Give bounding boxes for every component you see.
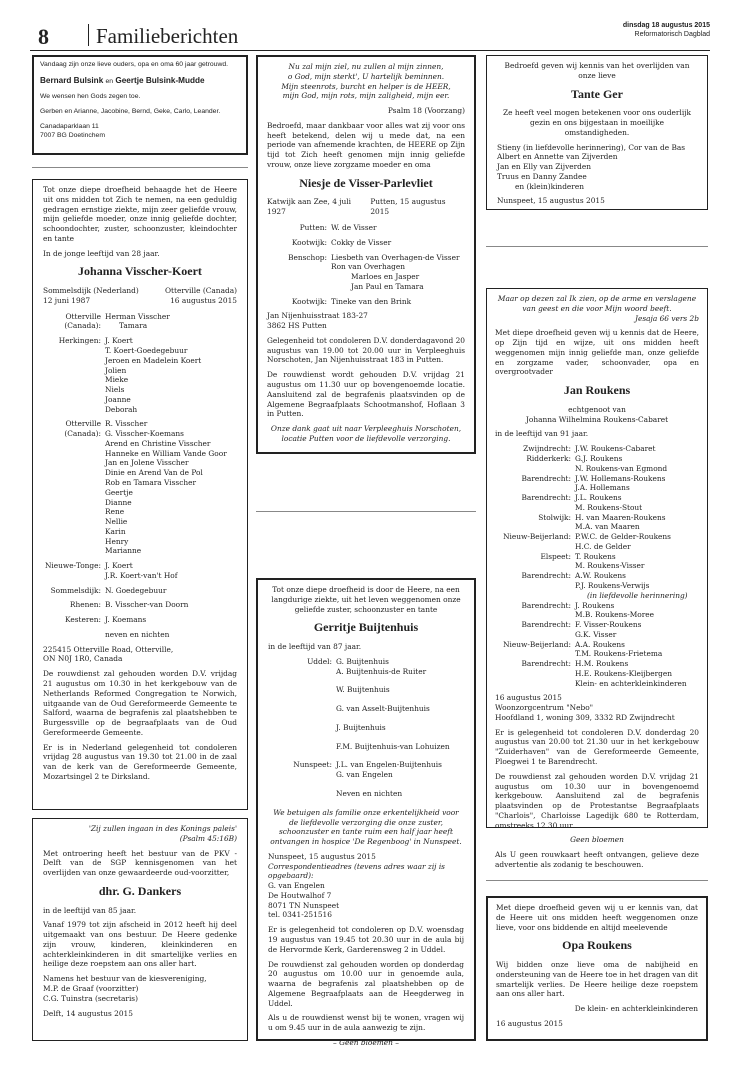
dankers-place-date: Delft, 14 augustus 2015 (43, 1008, 133, 1018)
family-name: B. Visscher-van Doorn (105, 600, 189, 610)
parlevliet-group (267, 253, 465, 292)
parlevliet-f4-label: Kootwijk: (291, 296, 327, 306)
bulsink-address1: Canadaparklaan 11 (40, 122, 99, 130)
roukens-address: Woonzorgcentrum "Nebo" (495, 703, 594, 713)
visscher-age: In de jonge leeftijd van 28 jaar. (43, 248, 160, 258)
roukens-thanks: Als U geen rouwkaart heeft ontvangen, gelieve deze advertentie als zodanig te beschouwen. (495, 850, 699, 869)
bulsink-en: en (105, 77, 114, 85)
opa-intro: Met diepe droefheid geven wij u er kennis van, dat de Heere uit ons midden heeft weggenomen onze lieve, voor ons biddende en altijd meelevende (496, 903, 698, 932)
visscher-extra: neven en nichten (105, 629, 170, 639)
bulsink-children: Gerben en Arianne, Jacobine, Bernd, Geke, Carlo, Leander. (40, 107, 221, 115)
family-name: Jolien (105, 365, 127, 375)
visscher-group (43, 561, 237, 581)
opa-family: De klein- en achterkleinkinderen (574, 1004, 698, 1014)
family-name: G. Buijtenhuis (336, 656, 389, 666)
family-name: G. Visscher-Koemans (105, 429, 184, 439)
family-name: M. Roukens-Visser (575, 561, 645, 571)
roukens-family-label: Barendrecht: (521, 600, 571, 610)
parlevliet-f3-label: Benschop: (288, 252, 327, 262)
family-name: A.A. Roukens (575, 639, 625, 649)
dankers-sig2: C.G. Tuinstra (secretaris) (43, 993, 138, 1003)
parlevliet-f1-label: Putten: (299, 223, 327, 233)
family-name: R. Visscher (105, 419, 148, 429)
parlevliet-intro: Bedroefd, maar dankbaar voor alles wat zij voor ons heeft betekend, delen wij u mede dat, na een periode van afnemende krachten, de HEERE op Zijn tijd tot Zich heeft genomen mijn innig geliefde vrouw, onze lieve zorgzame moeder en oma (267, 120, 465, 169)
family-name: N. Roukens-van Egmond (575, 463, 668, 473)
buijtenhuis-g1-label: Uddel: (307, 656, 332, 666)
ad-buijtenhuis (256, 578, 476, 1047)
family-name: G.K. Visser (575, 629, 617, 639)
parlevliet-address1: Jan Nijenhuisstraat 183-27 (267, 311, 368, 321)
family-name: J.L. Roukens (575, 493, 622, 503)
dankers-text: Vanaf 1979 tot zijn afscheid in 2012 heeft hij deel uitgemaakt van ons bestuur. De Heere gedenke zijn vrouw, kinderen, kleinkinderen en achterkleinkinderen in dit smartelijke verlies en heilige deze roepstem aan ons aller hart. (43, 920, 237, 969)
visscher-group (43, 312, 237, 332)
family-name: Joanne (105, 394, 131, 404)
roukens-intro: Met diepe droefheid geven wij u kennis dat de Heere, op Zijn tijd en wijze, uit ons midden heeft weggenomen mijn innig geliefde man, onze geliefde en zorgzame vader, schoonvader, opa en overgrootvader (495, 328, 699, 377)
dankers-signoff: Namens het bestuur van de kiesvereniging, (43, 974, 207, 984)
family-name: Henry (105, 536, 129, 546)
ad-tante-ger (486, 55, 708, 210)
parlevliet-name: Niesje de Visser-Parlevliet (299, 175, 433, 190)
roukens-family-group (495, 454, 699, 474)
bulsink-name1: Bernard Bulsink (40, 75, 104, 85)
family-name: Marloes en Jasper (351, 272, 420, 282)
visscher-g7-names (105, 615, 237, 625)
visscher-g3-label2: (Canada): (64, 429, 101, 439)
bulsink-wish: We wensen hen Gods zegen toe. (40, 92, 141, 100)
buijtenhuis-name: Gerritje Buijtenhuis (313, 620, 419, 635)
parlevliet-quote-line: o God, mijn sterkt', U hartelijk beminnen. (287, 71, 445, 81)
visscher-address2: ON N0J 1R0, Canada (43, 654, 123, 664)
header-date: dinsdag 18 augustus 2015 (622, 22, 710, 29)
visscher-g5-label: Sommelsdijk: (50, 585, 101, 595)
roukens-family-label: Stolwijk: (538, 512, 571, 522)
roukens-family-label: Ridderkerk: (526, 454, 571, 464)
family-name: Jan en Jolene Visscher (105, 458, 189, 468)
family-name: J. Roukens (575, 600, 615, 610)
visscher-group (43, 600, 237, 610)
roukens-family-label: Nieuw-Beijerland: (503, 532, 571, 542)
family-name: (in liefdevolle herinnering) (587, 590, 688, 600)
buijtenhuis-thanks: We betuigen als familie onze erkentelijkheid voor de liefdevolle verzorging die onze zuster, schoonzuster en tante ruim een half jaar heeft ontvangen in hospice 'De Regenboog' in Nunspeet. (270, 807, 462, 847)
family-name: G. van Asselt-Buijtenhuis (336, 704, 430, 714)
dankers-sig1: M.P. de Graaf (voorzitter) (43, 984, 139, 994)
visscher-group (43, 586, 237, 596)
roukens-family-group (495, 493, 699, 513)
roukens-family-label: Barendrecht: (521, 473, 571, 483)
family-name: Jeroen en Madelein Koert (105, 355, 202, 365)
family-name: T. Koert-Goedegebuur (105, 346, 188, 356)
ger-family: Stieny (in liefdevolle herinnering), Cor van de Bas (497, 142, 686, 152)
family-name: Dianne (105, 497, 132, 507)
ad-dankers (32, 818, 248, 1041)
ger-name: Tante Ger (571, 86, 623, 101)
visscher-g1-label2: (Canada): (64, 321, 101, 331)
family-name: Dinie en Arend Van de Pol (105, 468, 203, 478)
parlevliet-dates (267, 197, 465, 217)
roukens-age: in de leeftijd van 91 jaar. (495, 429, 589, 439)
roukens-family-label: Barendrecht: (521, 571, 571, 581)
roukens-name: Jan Roukens (563, 383, 631, 398)
family-name: H.M. Roukens (575, 659, 629, 669)
buijtenhuis-flowers: – Geen bloemen – (333, 1037, 399, 1047)
family-name: W. de Visser (331, 223, 377, 233)
opa-date: 16 augustus 2015 (496, 1018, 563, 1028)
family-name: Niels (105, 385, 125, 395)
buijtenhuis-group (268, 657, 464, 752)
family-name: Deborah (105, 404, 138, 414)
ger-text: Ze heeft veel mogen betekenen voor ons ouderlijk gezin en ons bijgestaan in moeilijke omstandigheden. (503, 108, 691, 137)
roukens-family-group (495, 601, 699, 621)
roukens-address: Hoofdland 1, woning 309, 3332 RD Zwijndrecht (495, 712, 675, 722)
family-name: J.A. Hollemans (575, 483, 630, 493)
separator (256, 511, 476, 512)
parlevliet-group (267, 238, 465, 248)
family-name: H.E. Roukens-Kleijbergen (575, 668, 672, 678)
roukens-family-label: Barendrecht: (521, 659, 571, 669)
family-name: J.W. Roukens-Cabaret (575, 444, 656, 454)
buijtenhuis-addr: tel. 0341-251516 (268, 910, 332, 920)
family-name: M.A. van Maaren (575, 522, 640, 532)
dankers-intro: Met ontroering heeft het bestuur van de PKV - Delft van de SGP kennisgenomen van het overlijden van onze gewaardeerde oud-voorzitter, (43, 848, 237, 878)
family-name: P.W.C. de Gelder-Roukens (575, 532, 671, 542)
visscher-g4-names (105, 561, 237, 581)
family-name: M.B. Roukens-Moree (575, 610, 655, 620)
roukens-family-label (495, 591, 575, 601)
visscher-address1: 225415 Otterville Road, Otterville, (43, 644, 174, 654)
family-name: G.J. Roukens (575, 454, 623, 464)
visscher-condolence: Er is in Nederland gelegenheid tot condoleren vrijdag 28 augustus van 19.30 tot 21.00 in de zaal van de kerk van de Gereformeerde Gemeente, Mozartsingel 2 te Dirksland. (43, 742, 237, 781)
buijtenhuis-corr: Correspondentieadres (tevens adres waar zij is opgebaard): (268, 861, 445, 881)
roukens-family-label: Elspeet: (540, 551, 571, 561)
visscher-born-date: 12 juni 1987 (43, 295, 91, 305)
page-number: 8 (38, 24, 49, 49)
roukens-condolence: Er is gelegenheid tot condoleren D.V. donderdag 20 augustus van 20.00 tot 21.30 uur in het kerkgebouw "Zuiderhaven" van de Gereformeerde Gemeente, Ploegwei 1 te Barendrecht. (495, 727, 699, 766)
family-name: Marianne (105, 546, 142, 556)
family-name: Klein- en achterkleinkinderen (575, 678, 687, 688)
roukens-date: 16 augustus 2015 (495, 693, 562, 703)
bulsink-name2: Geertje Bulsink-Mudde (115, 75, 205, 85)
header-paper: Reformatorisch Dagblad (634, 31, 710, 38)
parlevliet-group (267, 297, 465, 307)
bulsink-names (40, 76, 240, 87)
family-name: F. Visser-Roukens (575, 620, 642, 630)
separator (32, 167, 248, 168)
family-name: Karin (105, 526, 126, 536)
visscher-g3-label1: Otterville (65, 419, 101, 429)
visscher-g1-label (43, 312, 105, 332)
family-name: Hanneke en William Vande Goor (105, 448, 227, 458)
buijtenhuis-addr: G. van Engelen (268, 881, 325, 891)
visscher-g6-names (105, 600, 237, 610)
parlevliet-service: De rouwdienst wordt gehouden D.V. vrijdag 21 augustus om 11.30 uur op bovengenoemde locatie. Aansluitend zal de begrafenis plaatsvinden op de Algemene Begraafplaats Schootmanshof, Hoflaan 3 in Putten. (267, 370, 465, 419)
ger-family: Jan en Elly van Zijverden (497, 162, 592, 172)
buijtenhuis-service: De rouwdienst zal gehouden worden op donderdag 20 augustus om 10.00 uur in genoemde aula, waarna de begrafenis zal plaatshebben op de Algemene Begraafplaats aan de Heegderweg in Uddel. (268, 959, 464, 1008)
family-name: Rene (105, 507, 125, 517)
family-name: J. Koemans (105, 615, 147, 625)
roukens-family-group (495, 444, 699, 454)
visscher-places (43, 286, 237, 296)
roukens-family-group (495, 659, 699, 688)
family-name: Tamara (119, 321, 148, 331)
ad-jan-roukens (486, 288, 708, 869)
parlevliet-quote-ref: Psalm 18 (Voorzang) (387, 106, 465, 116)
family-name: H.C. de Gelder (575, 541, 631, 551)
visscher-group (43, 615, 237, 625)
bulsink-address2: 7007 BG Doetinchem (40, 131, 105, 139)
parlevliet-quote-line: Mijn steenrots, burcht en helper is de HEER, (281, 81, 451, 91)
buijtenhuis-condolence: Er is gelegenheid tot condoleren op D.V. woensdag 19 augustus van 19.45 tot 20.30 uur in de aula bij de Hervormde Kerk, Garderensweg 2 in Uddel. (268, 925, 464, 954)
buijtenhuis-g2-label: Nunspeet: (293, 760, 332, 770)
family-name: G. van Engelen (336, 770, 393, 780)
family-name: Liesbeth van Overhagen-de Visser (331, 252, 460, 262)
visscher-intro: Tot onze diepe droefheid behaagde het de Heere uit ons midden tot Zich te nemen, na een geduldig gedragen ernstige ziekte, mijn zeer geliefde vrouw, mijn geliefde moeder, onze innig geliefde dochter, schoondochter, zuster, schoonzuster, kleindochter en tante (43, 185, 237, 243)
parlevliet-born: Katwijk aan Zee, 4 juli 1927 (267, 197, 352, 217)
visscher-name: Johanna Visscher-Koert (78, 264, 202, 279)
family-name: T.M. Roukens-Frietema (575, 649, 663, 659)
family-name: F.M. Buijtenhuis-van Lohuizen (336, 741, 450, 751)
buijtenhuis-place-date: Nunspeet, 15 augustus 2015 (268, 851, 376, 861)
ger-family: Truus en Danny Zandee (497, 171, 587, 181)
roukens-family-group (495, 640, 699, 660)
roukens-family-group (495, 532, 699, 552)
family-name: J.R. Koert-van't Hof (105, 570, 178, 580)
roukens-family-label: Nieuw-Beijerland: (503, 639, 571, 649)
family-name: Cokky de Visser (331, 237, 392, 247)
parlevliet-died: Putten, 15 augustus 2015 (370, 197, 446, 217)
roukens-spouse: Johanna Wilhelmina Roukens-Cabaret (525, 414, 669, 424)
visscher-group (43, 336, 237, 414)
visscher-g6-label: Rhenen: (69, 600, 101, 610)
visscher-born-place: Sommelsdijk (Nederland) (43, 286, 139, 296)
header-rule (30, 50, 710, 51)
parlevliet-visit: Gelegenheid tot condoleren D.V. donderdagavond 20 augustus van 19.00 tot 20.00 uur in Verpleeghuis Norschoten, Jan Nijenhuisstraat 183 in Putten. (267, 335, 465, 365)
roukens-family (495, 444, 699, 688)
dankers-age: in de leeftijd van 85 jaar. (43, 905, 137, 915)
buijtenhuis-age: in de leeftijd van 87 jaar. (268, 642, 362, 652)
opa-name: Opa Roukens (562, 938, 632, 953)
ger-family: en (klein)kinderen (515, 181, 584, 191)
visscher-group (43, 419, 237, 556)
dankers-quote: 'Zij zullen ingaan in des Konings paleis' (88, 824, 237, 833)
ad-visser-parlevliet (256, 55, 476, 454)
roukens-family-group (495, 591, 699, 601)
bulsink-intro: Vandaag zijn onze lieve ouders, opa en oma 60 jaar getrouwd. (40, 61, 229, 68)
visscher-g4-label: Nieuwe-Tonge: (44, 561, 101, 571)
visscher-g1-label1: Otterville (65, 311, 101, 321)
ger-place-date: Nunspeet, 15 augustus 2015 (497, 196, 605, 206)
family-name: N. Goedegebuur (105, 585, 167, 595)
family-name: W. Buijtenhuis (336, 685, 390, 695)
family-name: A. Buijtenhuis-de Ruiter (336, 666, 427, 676)
section-title: Familieberichten (96, 24, 239, 48)
parlevliet-thanks: Onze dank gaat uit naar Verpleeghuis Norschoten, locatie Putten voor de liefdevolle verzorging. (270, 424, 462, 443)
visscher-died-place: Otterville (Canada) (164, 286, 237, 296)
buijtenhuis-addr: 8071 TN Nunspeet (268, 900, 340, 910)
family-name: J. Koert (105, 561, 133, 571)
family-name: J. Buijtenhuis (336, 722, 386, 732)
buijtenhuis-wish: Als u de rouwdienst wenst bij te wonen, vragen wij u om 9.45 uur in de aula aanwezig te zijn. (268, 1013, 464, 1033)
visscher-service: De rouwdienst zal gehouden worden D.V. vrijdag 21 augustus om 10.30 in het kerkgebouw van de Netherlands Reformed Congregation te Norwich, uitgaande van de Oud Gereformeerde Gemeente te Salford, waarna de begrafenis zal plaatshebben te Burgessville op de begraafplaats van de Oud Gereformeerde Gemeente. (43, 669, 237, 737)
family-name: Jan Paul en Tamara (351, 281, 424, 291)
roukens-family-label: Barendrecht: (521, 493, 571, 503)
visscher-g3-names (105, 419, 237, 556)
family-name: T. Roukens (575, 551, 616, 561)
family-name: Arend en Christine Visscher (105, 438, 211, 448)
buijtenhuis-intro: Tot onze diepe droefheid is door de Heere, na een langdurige ziekte, uit het leven weggenomen onze geliefde zuster, schoonzuster en tante (271, 585, 461, 614)
parlevliet-address2: 3862 HS Putten (267, 321, 327, 331)
family-name: J.L. van Engelen-Buijtenhuis (336, 760, 442, 770)
roukens-flowers: Geen bloemen (570, 835, 624, 845)
roukens-family-label: Zwijndrecht: (523, 444, 571, 454)
visscher-g2-label: Herkingen: (58, 336, 101, 346)
family-name: A.W. Roukens (575, 571, 626, 581)
header-divider (88, 24, 89, 46)
roukens-quote-line: van geest en die voor Mijn woord beeft. (522, 303, 672, 313)
visscher-g3-label (43, 419, 105, 556)
parlevliet-group (267, 223, 465, 233)
ger-intro: Bedroefd geven wij kennis van het overlijden van onze lieve (504, 61, 690, 80)
family-name: J.W. Hollemans-Roukens (575, 473, 666, 483)
parlevliet-quote-line: mijn God, mijn rots, mijn zaligheid, mijn eer. (282, 91, 450, 101)
page-header (30, 22, 710, 50)
family-name: Geertje (105, 487, 133, 497)
dankers-quote-ref: (Psalm 45:16B) (179, 833, 237, 843)
roukens-spouse: echtgenoot van (568, 404, 626, 414)
roukens-family-group (495, 513, 699, 533)
buijtenhuis-group (268, 760, 464, 798)
visscher-dates (43, 296, 237, 306)
roukens-family-group (495, 552, 699, 572)
family-name: Nellie (105, 517, 128, 527)
ad-visscher-koert (32, 179, 248, 810)
ad-opa-roukens (486, 896, 708, 1041)
family-name: Mieke (105, 375, 129, 385)
separator (486, 246, 708, 247)
visscher-g1-names (105, 312, 237, 332)
opa-text: Wij bidden onze lieve oma de nabijheid en ondersteuning van de Heere toe in het dragen van dit smartelijk verlies. De Heere heilige deze roepstem aan ons aller hart. (496, 960, 699, 999)
visscher-g2-names (105, 336, 237, 414)
roukens-family-group (495, 474, 699, 494)
roukens-family-group (495, 571, 699, 591)
ad-bulsink (32, 55, 248, 155)
separator (486, 880, 708, 881)
parlevliet-f2-label: Kootwijk: (291, 237, 327, 247)
family-name: M. Roukens-Stout (575, 502, 643, 512)
buijtenhuis-addr: De Houtwalhof 7 (268, 890, 332, 900)
roukens-service: De rouwdienst zal gehouden worden D.V. vrijdag 21 augustus om 10.30 uur in bovengenoemd kerkgebouw. Aansluitend zal de begrafenis plaatsvinden op de Protestantse Begraafplaats "Charlois", Charloisse Lagedijk 680 te Rotterdam, omstreeks 12.30 uur. (495, 771, 699, 830)
visscher-g5-names (105, 586, 237, 596)
roukens-quote-line: Maar op dezen zal Ik zien, op de arme en verslagene (497, 294, 697, 303)
family-name: P.J. Roukens-Verwijs (575, 580, 650, 590)
family-name: Tineke van den Brink (331, 296, 412, 306)
ger-family: Albert en Annette van Zijverden (497, 152, 618, 162)
visscher-died-date: 16 augustus 2015 (170, 295, 237, 305)
family-name: Herman Visscher (105, 311, 170, 321)
dankers-name: dhr. G. Dankers (98, 883, 182, 898)
roukens-family-group (495, 620, 699, 640)
roukens-family-label: Barendrecht: (521, 620, 571, 630)
family-name: H. van Maaren-Roukens (575, 512, 666, 522)
family-name: Rob en Tamara Visscher (105, 477, 197, 487)
visscher-g7-label: Kesteren: (65, 615, 101, 625)
family-name: J. Koert (105, 336, 133, 346)
family-name: Ron van Overhagen (331, 262, 405, 272)
family-name: Neven en nichten (336, 789, 403, 799)
parlevliet-quote-line: Nu zal mijn ziel, nu zullen al mijn zinnen, (288, 62, 444, 71)
roukens-quote-ref: Jesaja 66 vers 2b (635, 313, 699, 323)
